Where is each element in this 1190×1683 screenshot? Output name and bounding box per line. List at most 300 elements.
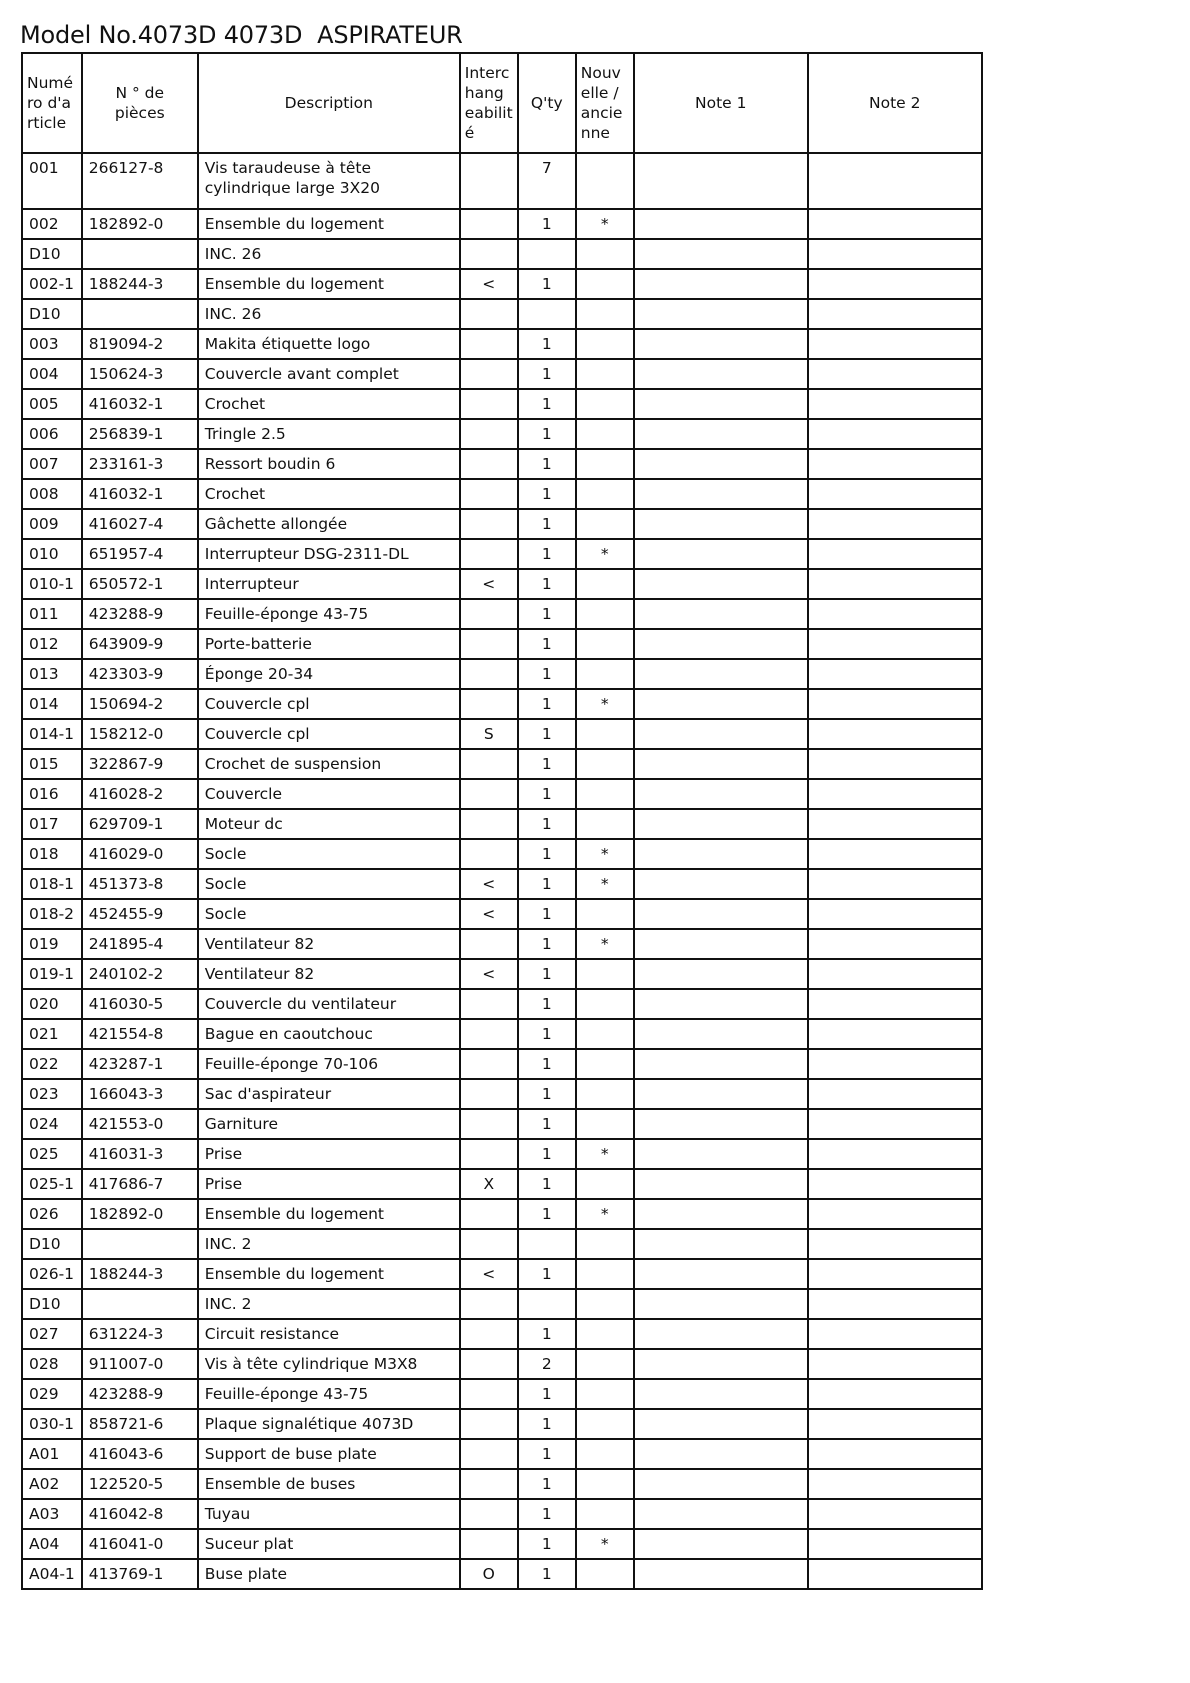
note-1-cell <box>634 719 808 749</box>
interchangeability-cell <box>460 1019 518 1049</box>
part-number-cell: 182892-0 <box>82 1199 198 1229</box>
header-quantity: Q'ty <box>518 53 576 153</box>
part-number-cell: 651957-4 <box>82 539 198 569</box>
note-2-cell <box>808 749 982 779</box>
table-row <box>22 1229 982 1259</box>
quantity-cell: 1 <box>518 869 576 899</box>
quantity-cell: 1 <box>518 209 576 239</box>
table-row <box>22 1469 982 1499</box>
part-number-cell: 858721-6 <box>82 1409 198 1439</box>
note-2-cell <box>808 449 982 479</box>
new-old-cell <box>576 899 634 929</box>
table-row <box>22 449 982 479</box>
part-number-cell: 241895-4 <box>82 929 198 959</box>
part-number-cell: 150624-3 <box>82 359 198 389</box>
interchangeability-cell: < <box>460 1259 518 1289</box>
item-number-cell: 003 <box>22 329 82 359</box>
note-1-cell <box>634 659 808 689</box>
note-1-cell <box>634 329 808 359</box>
description-cell: Crochet de suspension <box>198 749 460 779</box>
new-old-cell <box>576 329 634 359</box>
note-1-cell <box>634 359 808 389</box>
item-number-cell: 010 <box>22 539 82 569</box>
item-number-cell: 010-1 <box>22 569 82 599</box>
item-number-cell: 028 <box>22 1349 82 1379</box>
item-number-cell: 018-1 <box>22 869 82 899</box>
new-old-cell <box>576 599 634 629</box>
note-1-cell <box>634 1379 808 1409</box>
note-2-cell <box>808 329 982 359</box>
table-row <box>22 809 982 839</box>
new-old-cell: * <box>576 929 634 959</box>
item-number-cell: D10 <box>22 1229 82 1259</box>
interchangeability-cell <box>460 1409 518 1439</box>
interchangeability-cell: < <box>460 959 518 989</box>
part-number-cell: 122520-5 <box>82 1469 198 1499</box>
part-number-cell: 631224-3 <box>82 1319 198 1349</box>
table-row <box>22 899 982 929</box>
description-cell: Crochet <box>198 389 460 419</box>
table-row <box>22 389 982 419</box>
table-row <box>22 989 982 1019</box>
item-number-cell: 002-1 <box>22 269 82 299</box>
interchangeability-cell: < <box>460 269 518 299</box>
table-row <box>22 1079 982 1109</box>
table-row <box>22 1139 982 1169</box>
new-old-cell <box>576 449 634 479</box>
table-row <box>22 839 982 869</box>
header-note-1: Note 1 <box>634 53 808 153</box>
interchangeability-cell <box>460 749 518 779</box>
description-cell: Bague en caoutchouc <box>198 1019 460 1049</box>
new-old-cell <box>576 153 634 209</box>
item-number-cell: 020 <box>22 989 82 1019</box>
table-row <box>22 209 982 239</box>
part-number-cell: 416030-5 <box>82 989 198 1019</box>
description-cell: Crochet <box>198 479 460 509</box>
part-number-cell: 819094-2 <box>82 329 198 359</box>
new-old-cell <box>576 509 634 539</box>
note-1-cell <box>634 929 808 959</box>
interchangeability-cell <box>460 1289 518 1319</box>
quantity-cell <box>518 299 576 329</box>
item-number-cell: 016 <box>22 779 82 809</box>
item-number-cell: 006 <box>22 419 82 449</box>
table-row <box>22 929 982 959</box>
note-1-cell <box>634 599 808 629</box>
interchangeability-cell <box>460 989 518 1019</box>
part-number-cell: 423287-1 <box>82 1049 198 1079</box>
new-old-cell <box>576 1469 634 1499</box>
description-cell: Ensemble du logement <box>198 269 460 299</box>
quantity-cell: 1 <box>518 749 576 779</box>
table-row <box>22 1049 982 1079</box>
quantity-cell: 1 <box>518 1079 576 1109</box>
part-number-cell: 188244-3 <box>82 1259 198 1289</box>
quantity-cell: 1 <box>518 1469 576 1499</box>
interchangeability-cell <box>460 779 518 809</box>
table-row <box>22 869 982 899</box>
interchangeability-cell <box>460 1049 518 1079</box>
interchangeability-cell <box>460 1379 518 1409</box>
part-number-cell: 158212-0 <box>82 719 198 749</box>
item-number-cell: 024 <box>22 1109 82 1139</box>
note-1-cell <box>634 1349 808 1379</box>
description-cell: Tuyau <box>198 1499 460 1529</box>
item-number-cell: 013 <box>22 659 82 689</box>
note-1-cell <box>634 809 808 839</box>
note-1-cell <box>634 689 808 719</box>
item-number-cell: 004 <box>22 359 82 389</box>
part-number-cell: 452455-9 <box>82 899 198 929</box>
note-1-cell <box>634 869 808 899</box>
note-2-cell <box>808 929 982 959</box>
interchangeability-cell: < <box>460 869 518 899</box>
note-2-cell <box>808 569 982 599</box>
table-row <box>22 719 982 749</box>
note-1-cell <box>634 299 808 329</box>
quantity-cell: 1 <box>518 989 576 1019</box>
note-1-cell <box>634 239 808 269</box>
note-2-cell <box>808 1139 982 1169</box>
table-row <box>22 779 982 809</box>
item-number-cell: 022 <box>22 1049 82 1079</box>
part-number-cell <box>82 1229 198 1259</box>
part-number-cell: 416041-0 <box>82 1529 198 1559</box>
note-1-cell <box>634 1259 808 1289</box>
interchangeability-cell <box>460 1079 518 1109</box>
note-2-cell <box>808 1529 982 1559</box>
new-old-cell <box>576 959 634 989</box>
quantity-cell <box>518 1229 576 1259</box>
description-cell: Ventilateur 82 <box>198 959 460 989</box>
table-row <box>22 1379 982 1409</box>
quantity-cell: 1 <box>518 659 576 689</box>
new-old-cell <box>576 389 634 419</box>
description-cell: Garniture <box>198 1109 460 1139</box>
new-old-cell <box>576 299 634 329</box>
quantity-cell: 1 <box>518 1199 576 1229</box>
interchangeability-cell <box>460 599 518 629</box>
quantity-cell: 2 <box>518 1349 576 1379</box>
interchangeability-cell <box>460 1199 518 1229</box>
part-number-cell: 416028-2 <box>82 779 198 809</box>
part-number-cell: 416027-4 <box>82 509 198 539</box>
description-cell: INC. 26 <box>198 239 460 269</box>
new-old-cell <box>576 1439 634 1469</box>
description-cell: Feuille-éponge 43-75 <box>198 599 460 629</box>
part-number-cell: 322867-9 <box>82 749 198 779</box>
note-1-cell <box>634 1499 808 1529</box>
description-cell: Moteur dc <box>198 809 460 839</box>
description-cell: Ensemble du logement <box>198 209 460 239</box>
part-number-cell: 150694-2 <box>82 689 198 719</box>
interchangeability-cell <box>460 449 518 479</box>
description-cell: Circuit resistance <box>198 1319 460 1349</box>
part-number-cell: 416042-8 <box>82 1499 198 1529</box>
description-cell: Tringle 2.5 <box>198 419 460 449</box>
description-cell: INC. 2 <box>198 1289 460 1319</box>
new-old-cell <box>576 629 634 659</box>
header-new-old: Nouvelle / ancienne <box>576 53 634 153</box>
description-cell: Couvercle du ventilateur <box>198 989 460 1019</box>
item-number-cell: 009 <box>22 509 82 539</box>
description-cell: Interrupteur <box>198 569 460 599</box>
interchangeability-cell: < <box>460 899 518 929</box>
part-number-cell: 256839-1 <box>82 419 198 449</box>
item-number-cell: 014 <box>22 689 82 719</box>
note-1-cell <box>634 509 808 539</box>
description-cell: Interrupteur DSG-2311-DL <box>198 539 460 569</box>
interchangeability-cell <box>460 389 518 419</box>
quantity-cell: 1 <box>518 509 576 539</box>
new-old-cell <box>576 239 634 269</box>
interchangeability-cell <box>460 1139 518 1169</box>
note-2-cell <box>808 1109 982 1139</box>
header-part-number: N ° de pièces <box>82 53 198 153</box>
note-1-cell <box>634 1289 808 1319</box>
description-cell: Ensemble du logement <box>198 1199 460 1229</box>
description-cell: Feuille-éponge 70-106 <box>198 1049 460 1079</box>
new-old-cell <box>576 659 634 689</box>
quantity-cell: 1 <box>518 1169 576 1199</box>
description-cell: Socle <box>198 839 460 869</box>
note-2-cell <box>808 539 982 569</box>
quantity-cell: 1 <box>518 1379 576 1409</box>
new-old-cell <box>576 1499 634 1529</box>
description-cell: Ensemble de buses <box>198 1469 460 1499</box>
part-number-cell: 423303-9 <box>82 659 198 689</box>
note-1-cell <box>634 1049 808 1079</box>
new-old-cell: * <box>576 869 634 899</box>
interchangeability-cell <box>460 153 518 209</box>
table-row <box>22 749 982 779</box>
description-cell: Vis à tête cylindrique M3X8 <box>198 1349 460 1379</box>
item-number-cell: 017 <box>22 809 82 839</box>
table-row <box>22 569 982 599</box>
part-number-cell: 629709-1 <box>82 809 198 839</box>
note-1-cell <box>634 153 808 209</box>
quantity-cell <box>518 1289 576 1319</box>
note-2-cell <box>808 989 982 1019</box>
header-note-2: Note 2 <box>808 53 982 153</box>
quantity-cell: 1 <box>518 1319 576 1349</box>
table-row <box>22 299 982 329</box>
item-number-cell: 029 <box>22 1379 82 1409</box>
quantity-cell: 1 <box>518 269 576 299</box>
quantity-cell: 1 <box>518 1019 576 1049</box>
quantity-cell: 1 <box>518 419 576 449</box>
note-2-cell <box>808 1439 982 1469</box>
part-number-cell: 421554-8 <box>82 1019 198 1049</box>
item-number-cell: D10 <box>22 1289 82 1319</box>
item-number-cell: 023 <box>22 1079 82 1109</box>
interchangeability-cell <box>460 629 518 659</box>
item-number-cell: 025 <box>22 1139 82 1169</box>
part-number-cell: 416031-3 <box>82 1139 198 1169</box>
note-2-cell <box>808 1349 982 1379</box>
part-number-cell: 423288-9 <box>82 599 198 629</box>
description-cell: Sac d'aspirateur <box>198 1079 460 1109</box>
interchangeability-cell <box>460 1349 518 1379</box>
description-cell: Support de buse plate <box>198 1439 460 1469</box>
note-2-cell <box>808 209 982 239</box>
note-2-cell <box>808 269 982 299</box>
table-row <box>22 419 982 449</box>
item-number-cell: 019-1 <box>22 959 82 989</box>
description-cell: Suceur plat <box>198 1529 460 1559</box>
new-old-cell <box>576 1019 634 1049</box>
note-1-cell <box>634 1019 808 1049</box>
interchangeability-cell <box>460 659 518 689</box>
note-1-cell <box>634 389 808 419</box>
description-cell: Socle <box>198 899 460 929</box>
note-1-cell <box>634 1559 808 1589</box>
interchangeability-cell <box>460 1439 518 1469</box>
part-number-cell: 417686-7 <box>82 1169 198 1199</box>
new-old-cell: * <box>576 1529 634 1559</box>
table-row <box>22 1499 982 1529</box>
part-number-cell: 421553-0 <box>82 1109 198 1139</box>
note-2-cell <box>808 1379 982 1409</box>
table-row <box>22 1199 982 1229</box>
interchangeability-cell: S <box>460 719 518 749</box>
description-cell: Buse plate <box>198 1559 460 1589</box>
note-2-cell <box>808 1199 982 1229</box>
item-number-cell: 008 <box>22 479 82 509</box>
new-old-cell: * <box>576 689 634 719</box>
description-cell: Vis taraudeuse à tête cylindrique large 3X20 <box>198 153 460 209</box>
interchangeability-cell <box>460 1319 518 1349</box>
description-cell: INC. 26 <box>198 299 460 329</box>
new-old-cell: * <box>576 839 634 869</box>
table-row <box>22 1109 982 1139</box>
table-row <box>22 1349 982 1379</box>
description-cell: Prise <box>198 1139 460 1169</box>
table-row <box>22 1289 982 1319</box>
note-2-cell <box>808 153 982 209</box>
part-number-cell: 451373-8 <box>82 869 198 899</box>
part-number-cell: 416032-1 <box>82 479 198 509</box>
quantity-cell: 1 <box>518 359 576 389</box>
note-2-cell <box>808 869 982 899</box>
note-2-cell <box>808 509 982 539</box>
part-number-cell: 416043-6 <box>82 1439 198 1469</box>
new-old-cell <box>576 1109 634 1139</box>
new-old-cell <box>576 1289 634 1319</box>
quantity-cell: 1 <box>518 599 576 629</box>
item-number-cell: 030-1 <box>22 1409 82 1439</box>
note-1-cell <box>634 1079 808 1109</box>
item-number-cell: 007 <box>22 449 82 479</box>
note-1-cell <box>634 899 808 929</box>
note-1-cell <box>634 839 808 869</box>
note-2-cell <box>808 959 982 989</box>
header-item-number: Numéro d'article <box>22 53 82 153</box>
item-number-cell: 014-1 <box>22 719 82 749</box>
table-row <box>22 1319 982 1349</box>
note-1-cell <box>634 779 808 809</box>
part-number-cell: 240102-2 <box>82 959 198 989</box>
note-1-cell <box>634 1409 808 1439</box>
new-old-cell <box>576 1409 634 1439</box>
description-cell: Couvercle avant complet <box>198 359 460 389</box>
quantity-cell: 1 <box>518 389 576 419</box>
quantity-cell: 1 <box>518 449 576 479</box>
item-number-cell: 018-2 <box>22 899 82 929</box>
note-2-cell <box>808 1469 982 1499</box>
quantity-cell: 1 <box>518 329 576 359</box>
interchangeability-cell <box>460 1469 518 1499</box>
description-cell: Feuille-éponge 43-75 <box>198 1379 460 1409</box>
quantity-cell: 7 <box>518 153 576 209</box>
item-number-cell: 026 <box>22 1199 82 1229</box>
new-old-cell <box>576 779 634 809</box>
quantity-cell: 1 <box>518 1139 576 1169</box>
quantity-cell: 1 <box>518 539 576 569</box>
new-old-cell <box>576 569 634 599</box>
part-number-cell <box>82 299 198 329</box>
note-1-cell <box>634 749 808 779</box>
item-number-cell: 005 <box>22 389 82 419</box>
note-1-cell <box>634 269 808 299</box>
new-old-cell <box>576 1229 634 1259</box>
table-row <box>22 629 982 659</box>
table-row <box>22 1019 982 1049</box>
interchangeability-cell <box>460 689 518 719</box>
part-number-cell: 188244-3 <box>82 269 198 299</box>
quantity-cell: 1 <box>518 1439 576 1469</box>
table-row <box>22 153 982 209</box>
interchangeability-cell <box>460 539 518 569</box>
description-cell: Prise <box>198 1169 460 1199</box>
interchangeability-cell <box>460 509 518 539</box>
interchangeability-cell <box>460 1499 518 1529</box>
interchangeability-cell <box>460 1109 518 1139</box>
interchangeability-cell <box>460 299 518 329</box>
note-2-cell <box>808 389 982 419</box>
note-2-cell <box>808 899 982 929</box>
quantity-cell: 1 <box>518 719 576 749</box>
header-description: Description <box>198 53 460 153</box>
note-2-cell <box>808 1409 982 1439</box>
quantity-cell: 1 <box>518 1409 576 1439</box>
item-number-cell: 025-1 <box>22 1169 82 1199</box>
interchangeability-cell <box>460 419 518 449</box>
part-number-cell: 413769-1 <box>82 1559 198 1589</box>
interchangeability-cell <box>460 329 518 359</box>
interchangeability-cell <box>460 209 518 239</box>
description-cell: Couvercle cpl <box>198 689 460 719</box>
new-old-cell <box>576 1349 634 1379</box>
part-number-cell: 266127-8 <box>82 153 198 209</box>
note-1-cell <box>634 629 808 659</box>
note-1-cell <box>634 209 808 239</box>
table-row <box>22 1529 982 1559</box>
item-number-cell: A03 <box>22 1499 82 1529</box>
table-row <box>22 959 982 989</box>
quantity-cell: 1 <box>518 899 576 929</box>
item-number-cell: 027 <box>22 1319 82 1349</box>
note-2-cell <box>808 1049 982 1079</box>
note-1-cell <box>634 1229 808 1259</box>
note-2-cell <box>808 239 982 269</box>
description-cell: Makita étiquette logo <box>198 329 460 359</box>
new-old-cell <box>576 1319 634 1349</box>
table-row <box>22 1409 982 1439</box>
note-1-cell <box>634 449 808 479</box>
part-number-cell: 416029-0 <box>82 839 198 869</box>
